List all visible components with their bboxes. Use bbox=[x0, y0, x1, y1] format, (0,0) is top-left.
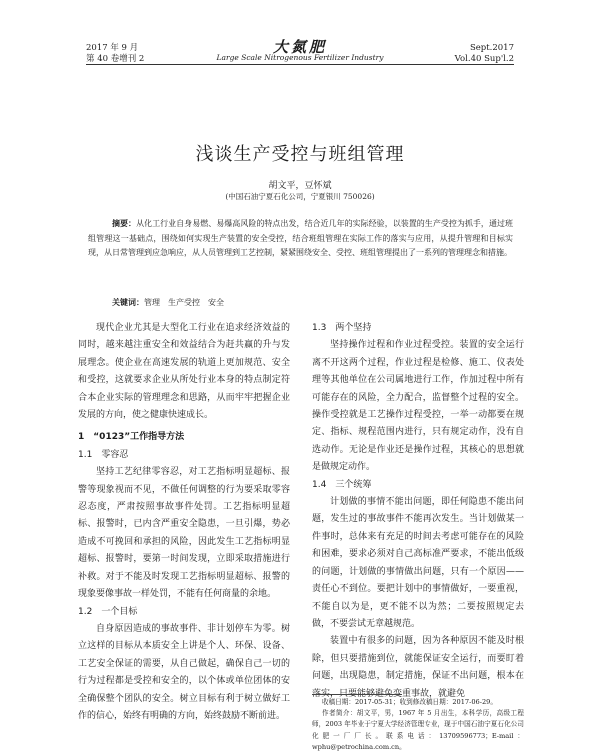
header-rule bbox=[86, 64, 514, 65]
intro-paragraph: 现代企业尤其是大型化工行业在追求经济效益的同时，越来越注重安全和效益结合为赶共赢的升与发展理念。使企业在高速发展的轨道上更加规范、安全和受控，这就要求企业从所处行业本身的特点制定符合本企业实际的管理理念和思路，从而牢牢把握企业发展的方向，使之健康快速成长。 bbox=[78, 323, 290, 421]
keywords-text: 管理 生产受控 安全 bbox=[144, 298, 224, 307]
issue-date-en: Sept.2017 bbox=[469, 43, 514, 53]
subsection-heading-1-2: 1.2 一个目标 bbox=[78, 606, 138, 617]
journal-english-name: Large Scale Nitrogenous Fertilizer Industry bbox=[216, 53, 384, 62]
issue-date-cn: 2017 年 9 月 bbox=[86, 43, 139, 53]
paragraph-1-1: 坚持工艺纪律零容忍，对工艺指标明显超标、报警等现象视而不见，不做任何调整的行为要采取零容忍态度，严肃按照事故事件处罚。工艺指标明显超标、报警时，已内含严重安全隐患，一旦引爆，势必造成不可挽回和承担的风险，因此发生工艺指标明显超标、报警时，要第一时间发现，立即采取措施进行补救。对于不能及时发现工艺指标明显超标、报警的现象要像事故一样处罚，不能有任何商量的余地。 bbox=[78, 467, 290, 600]
journal-logo: 大氮肥 bbox=[272, 38, 327, 56]
body-column-left bbox=[78, 320, 290, 725]
paragraph-1-4a: 计划做的事情不能出问题，即任何隐患不能出问题，发生过的事故事件不能再次发生。当计划做某一件事时，总体来有充足的时间去考虑可能存在的风险和困难，要求必须对自己高标准严要求，不能出低级的问题，计划做的事情做出问题，只有一个原因——责任心不到位。要把计划中的事情做好，一要重视，不能自以为是，更不能不以为然；二要按照规定去做，不要尝试无章越规范。 bbox=[312, 497, 524, 629]
paragraph-1-2: 自身原因造成的事故事件、非计划停车为零。树立这样的目标从本质安全上讲是个人、环保、设备、工艺安全保证的需要，从自己做起，确保自己一切的行为过程都是受控和安全的，以个体或单位团体的安全确保整个团队的安全。树立目标有利于树立做好工作的信心，始终有明确的方向，始终鼓励不断前进。 bbox=[78, 623, 290, 721]
subsection-heading-1-1: 1.1 零容忍 bbox=[78, 449, 129, 460]
issue-volume-en: Vol.40 Sup'l.2 bbox=[454, 54, 514, 64]
footnote-author-bio: 作者简介：胡文平，男，1967 年 5 月出生，本科学历，高级工程师，2003 年毕业于宁夏大学经济管理专业，现于中国石油宁夏石化公司化肥一厂厂长。联系电话：13709596773；E-mail：wphu@petrochina.com.cn。 bbox=[312, 709, 524, 751]
paragraph-1-3: 坚持操作过程和作业过程受控。装置的安全运行离不开这两个过程，作业过程是检修、施工、仪表处理等其他单位在公司属地进行工作，作加过程中所有可能存在的风险，全力配合，监督整个过程的安全。操作受控就是工艺操作过程受控，一举一动都要在规定、指标、规程范围内进行，只有规定动作，没有自选动作。无论是作业还是操作过程，其核心的思想就是做规定动作。 bbox=[312, 340, 524, 473]
page-header bbox=[0, 0, 600, 66]
section-heading-1: 1 “0123”工作指导方法 bbox=[78, 432, 185, 443]
keywords-label: 关键词： bbox=[112, 297, 144, 307]
footnote-rule bbox=[312, 694, 402, 695]
issue-volume-cn: 第 40 卷增刊 2 bbox=[86, 54, 145, 64]
abstract-label: 摘要： bbox=[112, 218, 137, 228]
body-column-right bbox=[312, 320, 524, 703]
article-affiliation: (中国石油宁夏石化公司，宁夏银川 750026) bbox=[225, 192, 375, 201]
article-authors: 胡文平，豆怀斌 bbox=[268, 181, 332, 191]
abstract bbox=[88, 216, 513, 261]
paragraph-1-4b: 装置中有很多的问题，因为各种原因不能及时根除，但只要措施到位，就能保证安全运行，而要盯着问题，出现隐患，制定措施，保证不出问题，根本在落实，只要能够避免变重事故，就避免 bbox=[312, 636, 524, 699]
keywords bbox=[112, 296, 224, 309]
subsection-heading-1-4: 1.4 三个统筹 bbox=[312, 479, 372, 490]
subsection-heading-1-3: 1.3 两个坚持 bbox=[312, 323, 372, 333]
header-right bbox=[455, 43, 514, 65]
footnote-received: 收稿日期：2017-05-31；收到修改稿日期：2017-06-29。 bbox=[322, 698, 497, 706]
abstract-text: 从化工行业自身易燃、易爆高风险的特点出发，结合近几年的实际经验，以装置的生产受控为抓手，通过班组管理这一基础点，围绕如何实现生产装置的安全受控，结合班组管理在实际工作的落实与应用，从提升管理和目标实现，从日常管理到应急响应，从人员管理到工艺控制，紧紧围绕安全、受控、班组管理提出了一系列的管理理念和措施。 bbox=[88, 219, 513, 257]
article-title: 浅谈生产受控与班组管理 bbox=[195, 144, 405, 165]
footnote bbox=[312, 697, 524, 753]
